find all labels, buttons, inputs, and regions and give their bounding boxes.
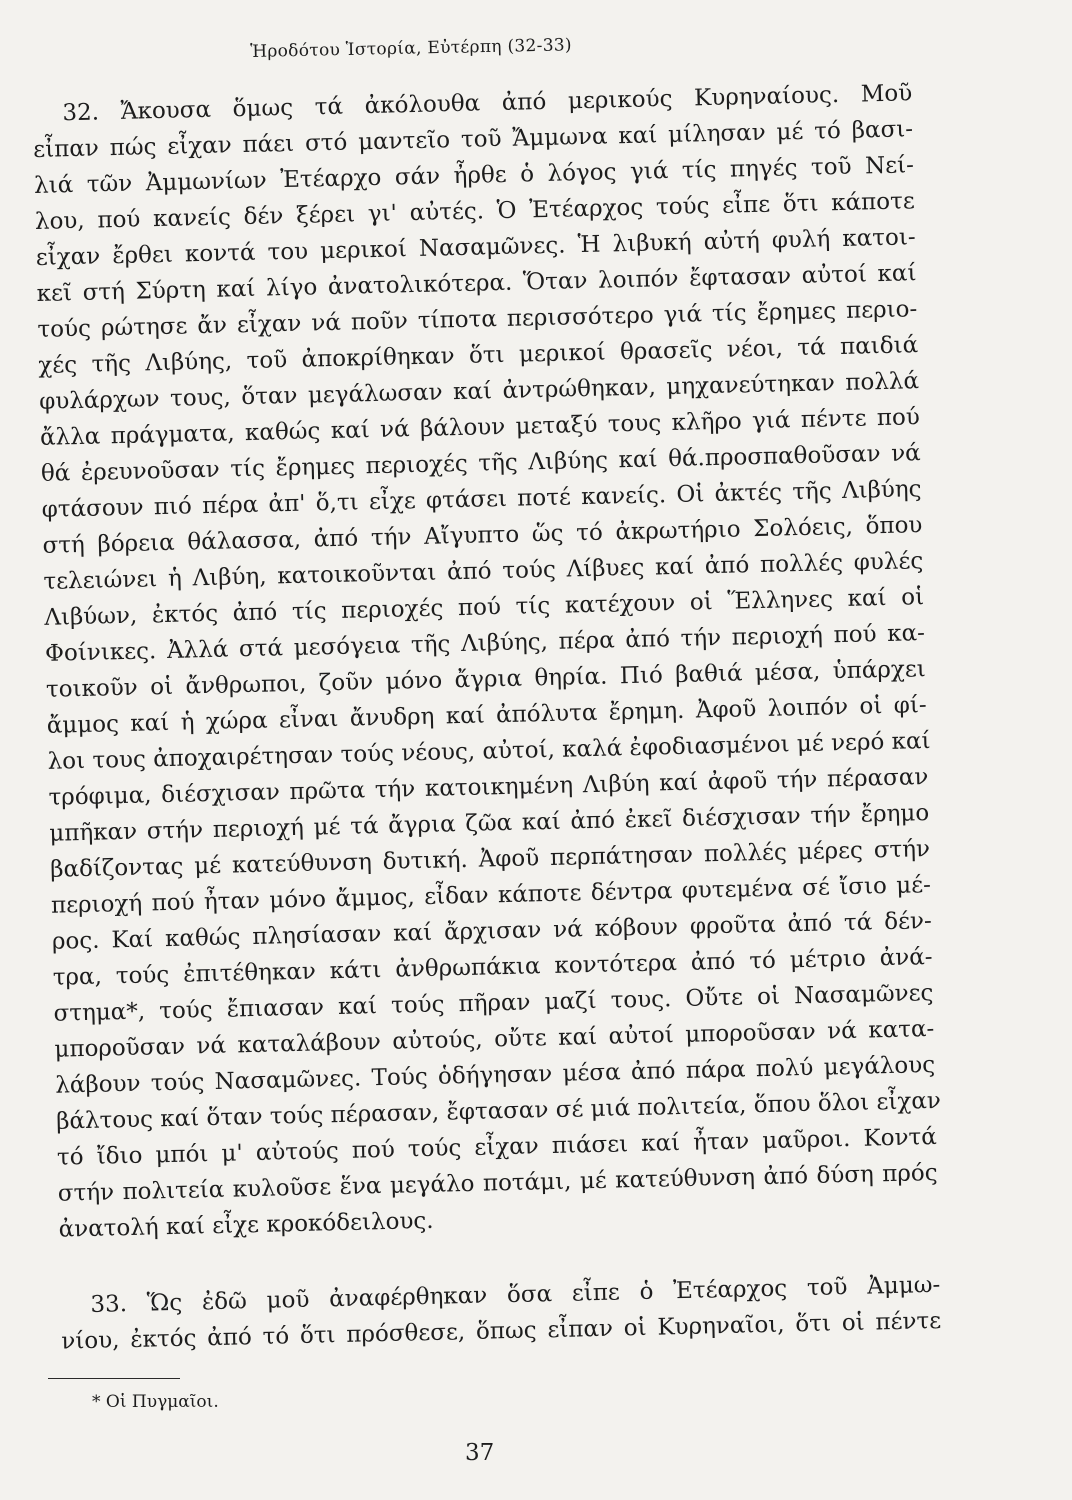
body-text (32, 75, 942, 1359)
text-line: ἄλλα πράγματα, καθώς καί νά βάλουν μεταξύ τους κλῆρο γιά πέντε πού (39, 404, 921, 451)
footnote: * Οἱ Πυγμαῖοι. (92, 1392, 219, 1412)
text-line: στή βόρεια θάλασσα, ἀπό τήν Αἴγυπτο ὥς τό ἀκρωτήριο Σολόεις, ὅπου (42, 512, 923, 559)
text-line: ρος. Καί καθώς πλησίασαν καί ἄρχισαν νά κόβουν φροῦτα ἀπό τά δέν- (51, 908, 932, 955)
page-number: 37 (465, 1440, 495, 1466)
text-line: στημα*, τούς ἔπιασαν καί τούς πῆραν μαζί τους. Οὔτε οἱ Νασαμῶνες (53, 980, 934, 1027)
text-line: μπῆκαν στήν περιοχή μέ τά ἄγρια ζῶα καί ἀπό ἐκεῖ διέσχισαν τήν ἔρημο (49, 800, 930, 847)
text-line: 33. Ὥς ἐδῶ μοῦ ἀναφέρθηκαν ὅσα εἶπε ὁ Ἐτέαρχος τοῦ Ἀμμω- (90, 1271, 941, 1318)
text-line: ἄμμος καί ἡ χώρα εἶναι ἄνυδρη καί ἀπόλυτα ἔρημη. Ἀφοῦ λοιπόν οἱ φί- (46, 692, 927, 739)
paragraph-32 (32, 75, 942, 1247)
text-line: ἀνατολή καί εἶχε κροκόδειλους. (58, 1207, 434, 1243)
text-line: τρόφιμα, διέσχισαν πρῶτα τήν κατοικημένη Λιβύη καί ἀφοῦ τήν πέρασαν (48, 764, 929, 811)
running-header: Ἡροδότου Ἱστορία, Εὐτέρπη (32-33) (250, 35, 573, 62)
text-line: τελειώνει ἡ Λιβύη, κατοικοῦνται ἀπό τούς Λίβυες καί ἀπό πολλές φυλές (43, 548, 924, 595)
text-line: εἶχαν ἔρθει κοντά του μερικοί Νασαμῶνες. Ἡ λιβυκή αὐτή φυλή κατοι- (35, 224, 916, 271)
text-line: τρα, τούς ἐπιτέθηκαν κάτι ἀνθρωπάκια κοντότερα ἀπό τό μέτριο ἀνά- (52, 944, 933, 991)
text-line: μποροῦσαν νά καταλάβουν αὐτούς, οὔτε καί αὐτοί μποροῦσαν νά κατα- (54, 1016, 935, 1063)
text-line: φυλάρχων τους, ὅταν μεγάλωσαν καί ἀντρώθηκαν, μηχανεύτηκαν πολλά (38, 368, 920, 415)
text-line: θά ἐρευνοῦσαν τίς ἔρημες περιοχές τῆς Λιβύης καί θά.προσπαθοῦσαν νά (40, 440, 921, 487)
text-line: τοικοῦν οἱ ἄνθρωποι, ζοῦν μόνο ἄγρια θηρία. Πιό βαθιά μέσα, ὑπάρχει (45, 656, 927, 703)
text-line: τό ἴδιο μπόι μ' αὐτούς πού τούς εἶχαν πιάσει καί ἦταν μαῦροι. Κοντά (56, 1123, 938, 1171)
text-line: 32. Ἄκουσα ὅμως τά ἀκόλουθα ἀπό μερικούς Κυρηναίους. Μοῦ (62, 80, 913, 127)
text-line: βάλτους καί ὅταν τούς πέρασαν, ἔφτασαν σέ μιά πολιτεία, ὅπου ὅλοι εἶχαν (55, 1087, 942, 1135)
text-line: εἶπαν πώς εἶχαν πάει στό μαντεῖο τοῦ Ἄμμωνα καί μίλησαν μέ τό βασι- (32, 116, 914, 163)
text-line: λοι τους ἀποχαιρέτησαν τούς νέους, αὐτοί, καλά ἐφοδιασμένοι μέ νερό καί (47, 728, 931, 775)
text-line: στήν πολιτεία κυλοῦσε ἕνα μεγάλο ποτάμι, μέ κατεύθυνση ἀπό δύση πρός (57, 1159, 938, 1207)
text-line: νίου, ἐκτός ἀπό τό ὅτι πρόσθεσε, ὅπως εἶπαν οἱ Κυρηναῖοι, ὅτι οἱ πέντε (61, 1307, 942, 1355)
text-line: κεῖ στή Σύρτη καί λίγο ἀνατολικότερα. Ὅταν λοιπόν ἔφτασαν αὐτοί καί (36, 260, 917, 307)
text-line: λου, πού κανείς δέν ξέρει γι' αὐτές. Ὁ Ἐτέαρχος τούς εἶπε ὅτι κάποτε (34, 188, 916, 235)
text-line: τούς ρώτησε ἄν εἶχαν νά ποῦν τίποτα περισσότερο γιά τίς ἔρημες περιο- (37, 296, 918, 343)
text-line: Λιβύων, ἐκτός ἀπό τίς περιοχές πού τίς κατέχουν οἱ Ἕλληνες καί οἱ (43, 584, 925, 631)
text-line: φτάσουν πιό πέρα ἀπ' ὅ,τι εἶχε φτάσει ποτέ κανείς. Οἱ ἀκτές τῆς Λιβύης (41, 476, 922, 523)
text-line: Φοίνικες. Ἀλλά στά μεσόγεια τῆς Λιβύης, πέρα ἀπό τήν περιοχή πού κα- (44, 620, 926, 667)
text-line: βαδίζοντας μέ κατεύθυνση δυτική. Ἀφοῦ περπάτησαν πολλές μέρες στήν (49, 836, 931, 883)
text-line: περιοχή πού ἦταν μόνο ἄμμος, εἶδαν κάποτε δέντρα φυτεμένα σέ ἴσιο μέ- (50, 872, 932, 919)
text-line: λάβουν τούς Νασαμῶνες. Τούς ὁδήγησαν μέσα ἀπό πάρα πολύ μεγάλους (55, 1051, 936, 1099)
text-line: λιά τῶν Ἀμμωνίων Ἐτέαρχο σάν ἦρθε ὁ λόγος γιά τίς πηγές τοῦ Νεί- (33, 152, 915, 199)
footnote-rule (48, 1378, 180, 1379)
text-line: χές τῆς Λιβύης, τοῦ ἀποκρίθηκαν ὅτι μερικοί θρασεῖς νέοι, τά παιδιά (38, 332, 919, 379)
